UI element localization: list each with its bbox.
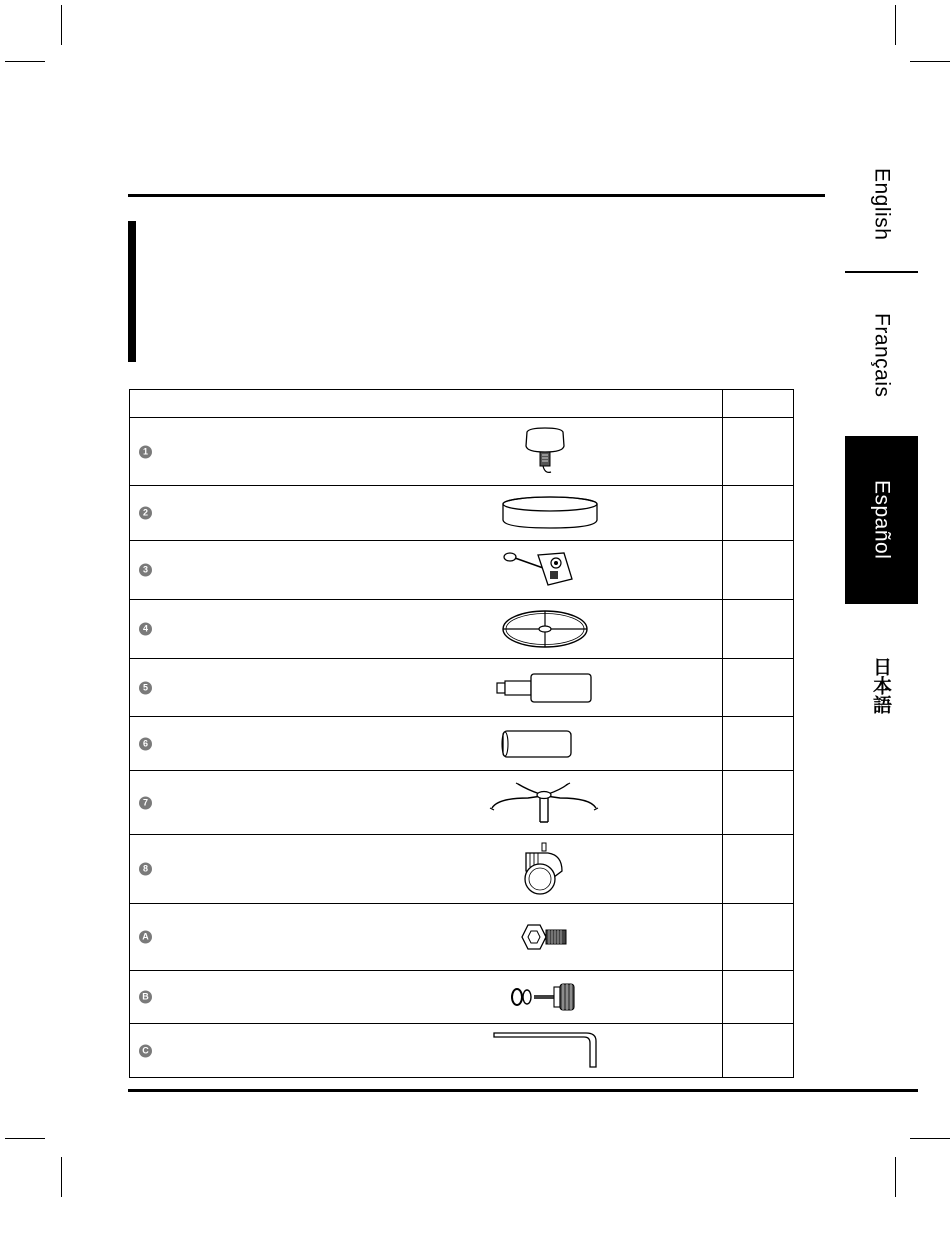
part-number-badge: 3 xyxy=(139,564,152,577)
quantity-cell xyxy=(722,971,793,1024)
table-row xyxy=(130,971,794,1024)
crop-mark xyxy=(61,5,62,45)
quantity-cell xyxy=(722,835,793,904)
part-number-badge: 2 xyxy=(139,507,152,520)
quantity-cell xyxy=(722,771,793,835)
lang-tab-label: Español xyxy=(870,480,894,560)
seat-mechanism-icon xyxy=(498,547,588,593)
crop-mark xyxy=(910,61,950,62)
lang-tab-divider xyxy=(845,271,918,273)
table-row xyxy=(130,541,794,600)
part-number-badge: 6 xyxy=(139,737,152,750)
quantity-cell xyxy=(722,659,793,717)
cylinder-cover-icon xyxy=(499,729,575,759)
crop-mark xyxy=(5,61,45,62)
lang-tab-francais[interactable] xyxy=(845,290,918,420)
table-row xyxy=(130,418,794,486)
crop-mark xyxy=(895,1157,896,1197)
quantity-cell xyxy=(722,717,793,771)
table-row xyxy=(130,904,794,971)
table-row xyxy=(130,486,794,541)
lang-tab-label: Français xyxy=(870,312,894,398)
footer-rule xyxy=(128,1089,918,1092)
quantity-cell xyxy=(722,600,793,659)
lang-tab-english[interactable] xyxy=(845,140,918,268)
knob-screw-washer-icon xyxy=(510,980,580,1014)
quantity-cell xyxy=(722,418,793,486)
part-number-badge: 5 xyxy=(139,681,152,694)
hex-bolt-icon xyxy=(518,919,572,955)
lang-tab-espanol[interactable] xyxy=(845,436,918,604)
parts-list-table xyxy=(129,389,794,1078)
table-row xyxy=(130,835,794,904)
header-quantity xyxy=(722,390,793,418)
headrest-icon xyxy=(515,426,575,478)
crop-mark xyxy=(5,1138,45,1139)
foot-ring-icon xyxy=(500,607,590,651)
part-number-badge: C xyxy=(139,1044,152,1057)
table-header-row xyxy=(130,390,794,418)
gas-lift-icon xyxy=(496,671,596,705)
quantity-cell xyxy=(722,541,793,600)
five-star-base-icon xyxy=(488,776,600,830)
header-description xyxy=(130,390,723,418)
part-number-badge: 4 xyxy=(139,623,152,636)
allen-key-icon xyxy=(490,1031,602,1071)
crop-mark xyxy=(61,1157,62,1197)
table-row xyxy=(130,1024,794,1078)
table-row xyxy=(130,659,794,717)
header-rule xyxy=(128,194,825,197)
table-row xyxy=(130,771,794,835)
crop-mark xyxy=(910,1138,950,1139)
quantity-cell xyxy=(722,1024,793,1078)
section-marker-bar xyxy=(128,221,136,362)
quantity-cell xyxy=(722,486,793,541)
lang-tab-japanese[interactable] xyxy=(845,640,918,730)
quantity-cell xyxy=(722,904,793,971)
part-number-badge: A xyxy=(139,931,152,944)
seat-cushion-icon xyxy=(500,494,600,532)
part-number-badge: 8 xyxy=(139,863,152,876)
caster-icon xyxy=(520,841,570,897)
part-number-badge: 1 xyxy=(139,445,152,458)
part-number-badge: B xyxy=(139,991,152,1004)
lang-tab-label: 日本語 xyxy=(870,656,892,714)
table-row xyxy=(130,717,794,771)
table-row xyxy=(130,600,794,659)
lang-tab-label: English xyxy=(870,167,894,241)
crop-mark xyxy=(895,5,896,45)
part-number-badge: 7 xyxy=(139,796,152,809)
